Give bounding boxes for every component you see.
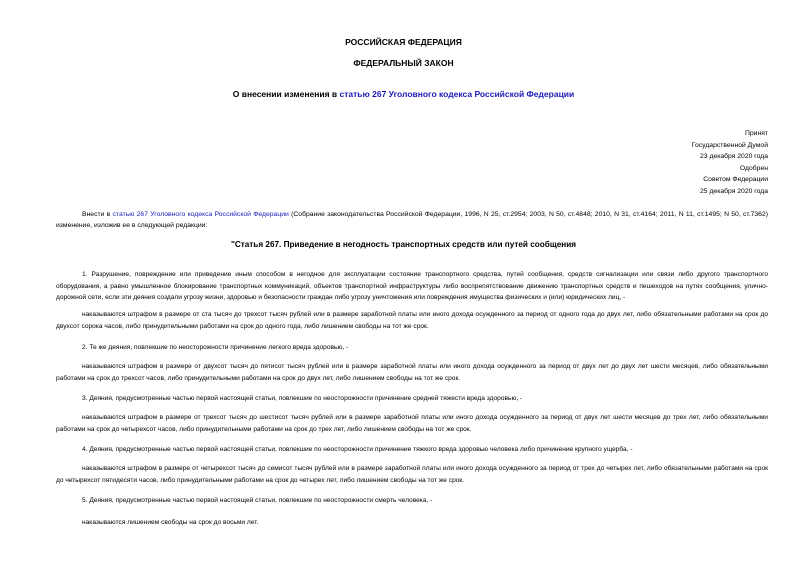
law-type-heading: ФЕДЕРАЛЬНЫЙ ЗАКОН bbox=[353, 58, 454, 68]
law-title bbox=[0, 89, 807, 99]
adoption-block bbox=[692, 128, 768, 198]
article-paragraph: наказываются лишением свободы на срок до восьми лет. bbox=[82, 519, 259, 526]
intro-paragraph bbox=[56, 209, 768, 231]
law-title-prefix: О внесении изменения в bbox=[232, 89, 340, 99]
intro-article-link[interactable]: статью 267 Уголовного кодекса Российской Федерации bbox=[112, 211, 289, 218]
adoption-line: 25 декабря 2020 года bbox=[700, 187, 768, 195]
adoption-line: Государственной Думой bbox=[691, 141, 768, 149]
adoption-line: Советом Федерации bbox=[703, 176, 768, 184]
intro-suffix: (Собрание законодательства Российской Федерации, 1996, N 25, ст.2954; 2003, N 50, ст.4848; 2010, N 31, ст.4164; 2011, N 11, ст.1495; N 50, ст.7362) изменение, изложив ее в следующей редакции: bbox=[56, 211, 769, 229]
article-paragraph: 3. Деяния, предусмотренные частью первой настоящей статьи, повлекшие по неосторожности причинение средней тяжести вреда здоровью, - bbox=[82, 395, 523, 402]
article-paragraph: наказываются штрафом в размере от двухсот тысяч до пятисот тысяч рублей или в размере заработной платы или иного дохода осужденного за период от двух лет до двух лет шести месяцев, либо обязательными работами на срок до трехсот часов, либо принудительными работами на срок до двух лет, либо лишением свободы на тот же срок. bbox=[56, 363, 768, 382]
intro-prefix: Внести в bbox=[82, 211, 113, 218]
adoption-line: Одобрен bbox=[739, 164, 768, 172]
article-paragraph: 1. Разрушение, повреждение или приведение иным способом в негодное для эксплуатации состояние транспортного средства, путей сообщения, средств сигнализации или связи либо другого транспортного оборудования, а равно умышленное блокирование транспортных коммуникаций, объектов транспортной инфраструктуры либо воспрепятствование движению транспортных средств и пешеходов на путях сообщения, улично-дорожной сети, если эти деяния создали угрозу жизни, здоровью и безопасности граждан либо угрозу уничтожения или повреждения имущества физических и (или) юридических лиц, - bbox=[56, 271, 768, 302]
law-title-link[interactable]: статью 267 Уголовного кодекса Российской Федерации bbox=[339, 89, 575, 99]
article-paragraph: 2. Те же деяния, повлекшие по неосторожности причинение легкого вреда здоровью, - bbox=[82, 344, 349, 351]
article-paragraph: 5. Деяния, предусмотренные частью первой настоящей статьи, повлекшие по неосторожности смерть человека, - bbox=[82, 497, 433, 504]
article-paragraph: наказываются штрафом в размере от ста тысяч до трехсот тысяч рублей или в размере заработной платы или иного дохода осужденного за период от одного года до двух лет, либо обязательными работами на срок до двухсот сорока часов, либо принудительными работами на срок до одного года, либо лишением свободы на тот же срок. bbox=[56, 311, 768, 330]
article-paragraph: наказываются штрафом в размере от трехсот тысяч до шестисот тысяч рублей или в размере заработной платы или иного дохода осужденного за период от двух лет шести месяцев до трех лет, либо обязательными работами на срок до четырехсот часов, либо принудительными работами на срок до трех лет, либо лишением свободы на тот же срок. bbox=[56, 414, 768, 433]
article-paragraph: 4. Деяния, предусмотренные частью первой настоящей статьи, повлекшие по неосторожности причинение тяжкого вреда здоровью человека либо причинение крупного ущерба, - bbox=[82, 446, 633, 453]
adoption-line: Принят bbox=[744, 130, 768, 137]
article-title: "Статья 267. Приведение в негодность транспортных средств или путей сообщения bbox=[230, 240, 577, 249]
article-paragraph: наказываются штрафом в размере от четырехсот тысяч до семисот тысяч рублей или в размере заработной платы или иного дохода осужденного за период от трех до четырех лет, либо обязательными работами на срок до четырехсот пятидесяти часов, либо принудительными работами на срок до четырех лет, либо лишением свободы на тот же срок. bbox=[56, 465, 768, 484]
country-heading: РОССИЙСКАЯ ФЕДЕРАЦИЯ bbox=[345, 37, 462, 47]
adoption-line: 23 декабря 2020 года bbox=[700, 153, 768, 161]
